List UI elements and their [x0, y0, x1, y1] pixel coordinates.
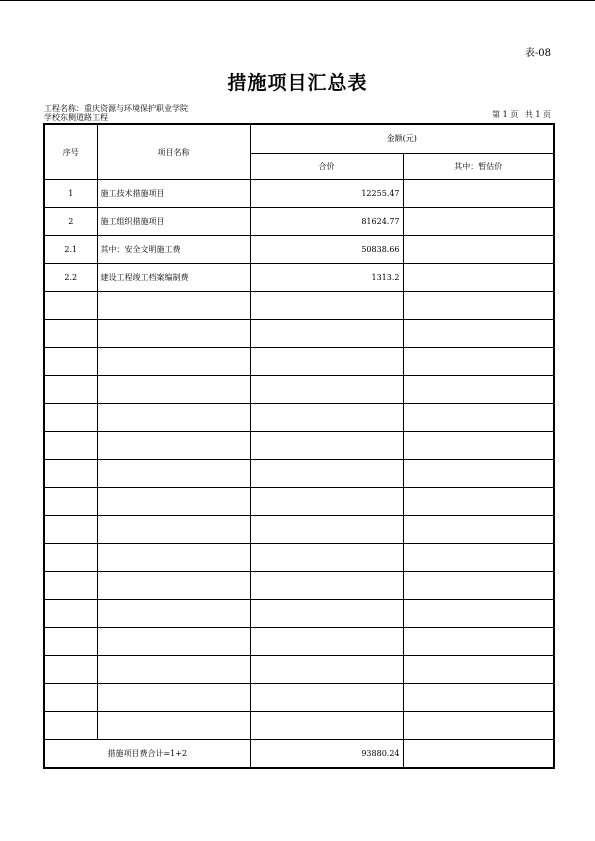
table-row	[44, 264, 554, 292]
table-row	[44, 292, 554, 320]
table-row	[44, 432, 554, 460]
row-seq-cell: 1	[44, 180, 97, 208]
row-provisional-cell	[403, 208, 554, 236]
project-name-line1: 重庆资源与环境保护职业学院	[84, 104, 188, 113]
header-item-name: 项目名称	[97, 124, 250, 180]
row-total-cell	[250, 320, 403, 348]
form-code: 表-08	[524, 48, 551, 59]
header-seq: 序号	[44, 124, 97, 180]
row-provisional-cell	[403, 460, 554, 488]
table-row	[44, 712, 554, 740]
row-name-cell	[97, 404, 250, 432]
row-seq-cell	[44, 488, 97, 516]
row-provisional-cell	[403, 292, 554, 320]
header-amount: 金额(元)	[250, 124, 554, 153]
row-name-cell	[97, 376, 250, 404]
row-seq-cell	[44, 572, 97, 600]
project-name-line2: 学校东侧道路工程	[44, 113, 108, 122]
row-total-cell	[250, 404, 403, 432]
table-row	[44, 404, 554, 432]
table-row	[44, 572, 554, 600]
row-total-cell	[250, 460, 403, 488]
row-name-cell: 施工技术措施项目	[97, 180, 250, 208]
row-provisional-cell	[403, 628, 554, 656]
row-seq-cell	[44, 348, 97, 376]
row-name-cell	[97, 712, 250, 740]
table-row	[44, 516, 554, 544]
row-provisional-cell	[403, 376, 554, 404]
row-provisional-cell	[403, 320, 554, 348]
row-name-cell	[97, 628, 250, 656]
row-total-cell	[250, 684, 403, 712]
table-row	[44, 208, 554, 236]
row-total-cell	[250, 628, 403, 656]
row-name-cell	[97, 656, 250, 684]
row-seq-cell	[44, 460, 97, 488]
row-name-cell	[97, 684, 250, 712]
project-name-block	[44, 104, 284, 122]
row-total-cell: 81624.77	[250, 208, 403, 236]
row-total-cell: 50838.66	[250, 236, 403, 264]
row-total-cell	[250, 376, 403, 404]
row-total-cell	[250, 292, 403, 320]
row-provisional-cell	[403, 488, 554, 516]
row-seq-cell	[44, 516, 97, 544]
footer-row	[44, 740, 554, 769]
row-seq-cell	[44, 320, 97, 348]
row-total-cell: 1313.2	[250, 264, 403, 292]
row-provisional-cell	[403, 348, 554, 376]
footer-label: 措施项目费合计=1+2	[44, 740, 250, 769]
row-seq-cell	[44, 684, 97, 712]
row-provisional-cell	[403, 712, 554, 740]
row-total-cell	[250, 712, 403, 740]
row-name-cell	[97, 292, 250, 320]
row-seq-cell	[44, 656, 97, 684]
row-provisional-cell	[403, 180, 554, 208]
row-seq-cell	[44, 600, 97, 628]
project-label: 工程名称：	[44, 104, 84, 113]
table-row	[44, 544, 554, 572]
row-seq-cell	[44, 404, 97, 432]
row-seq-cell	[44, 628, 97, 656]
page-title: 措施项目汇总表	[227, 72, 368, 94]
row-provisional-cell	[403, 684, 554, 712]
row-seq-cell: 2.2	[44, 264, 97, 292]
footer-total: 93880.24	[250, 740, 403, 769]
row-total-cell	[250, 516, 403, 544]
table-row	[44, 320, 554, 348]
row-provisional-cell	[403, 516, 554, 544]
top-border-line	[0, 0, 595, 1]
row-total-cell	[250, 600, 403, 628]
table-row	[44, 684, 554, 712]
row-name-cell	[97, 516, 250, 544]
measures-summary-table	[43, 123, 555, 769]
table-row	[44, 348, 554, 376]
table-row	[44, 460, 554, 488]
page-total: 共 1 页	[524, 110, 551, 119]
page-info	[488, 109, 551, 120]
row-total-cell	[250, 488, 403, 516]
table-row	[44, 600, 554, 628]
row-name-cell	[97, 572, 250, 600]
row-seq-cell	[44, 712, 97, 740]
row-name-cell	[97, 432, 250, 460]
header-total-price: 合价	[250, 153, 403, 179]
row-name-cell	[97, 488, 250, 516]
row-provisional-cell	[403, 236, 554, 264]
table-row	[44, 180, 554, 208]
row-provisional-cell	[403, 432, 554, 460]
row-total-cell	[250, 544, 403, 572]
row-name-cell: 建设工程竣工档案编制费	[97, 264, 250, 292]
table-row	[44, 628, 554, 656]
row-name-cell: 其中：安全文明施工费	[97, 236, 250, 264]
row-total-cell	[250, 656, 403, 684]
row-total-cell	[250, 348, 403, 376]
row-name-cell	[97, 460, 250, 488]
row-name-cell	[97, 544, 250, 572]
page-current: 第 1 页	[492, 110, 519, 119]
row-provisional-cell	[403, 544, 554, 572]
row-seq-cell: 2.1	[44, 236, 97, 264]
table-row	[44, 656, 554, 684]
header-provisional: 其中：暂估价	[403, 153, 554, 179]
header-row-1	[44, 124, 554, 153]
row-total-cell	[250, 572, 403, 600]
table-row	[44, 236, 554, 264]
row-provisional-cell	[403, 404, 554, 432]
table-row	[44, 488, 554, 516]
table-row	[44, 376, 554, 404]
row-provisional-cell	[403, 572, 554, 600]
row-name-cell	[97, 320, 250, 348]
row-provisional-cell	[403, 600, 554, 628]
row-seq-cell	[44, 292, 97, 320]
footer-provisional	[403, 740, 554, 769]
row-seq-cell: 2	[44, 208, 97, 236]
row-name-cell: 施工组织措施项目	[97, 208, 250, 236]
row-name-cell	[97, 600, 250, 628]
row-provisional-cell	[403, 656, 554, 684]
row-total-cell: 12255.47	[250, 180, 403, 208]
row-provisional-cell	[403, 264, 554, 292]
row-total-cell	[250, 432, 403, 460]
row-name-cell	[97, 348, 250, 376]
row-seq-cell	[44, 432, 97, 460]
row-seq-cell	[44, 376, 97, 404]
row-seq-cell	[44, 544, 97, 572]
